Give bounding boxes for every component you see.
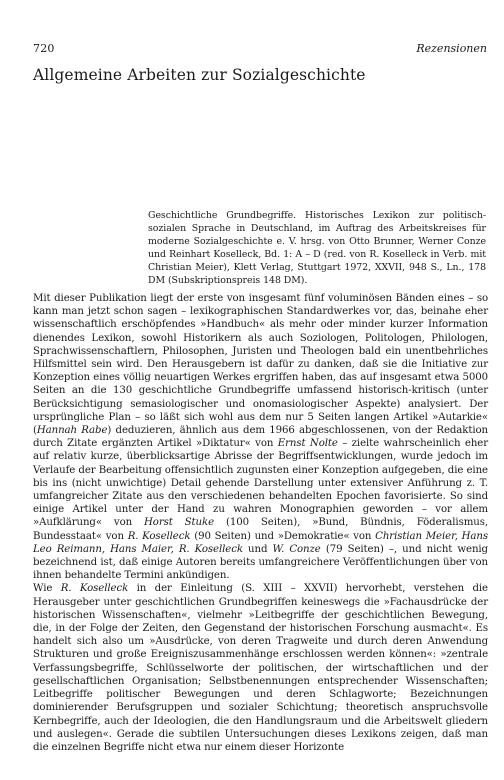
bibliographic-entry: Geschichtliche Grundbegriffe. Historisches Lexikon zur politisch-sozialen Sprache in Deutschland, im Auftrag des Arbeitskreises für moderne Sozialgeschichte e. V. hrsg. von Otto Brunner, Werner Conze und Reinhart Koselleck, Bd. 1: A – D (red. von R. Koselleck in Verb. mit Christian Meier), Klett Verlag, Stuttgart 1972, XXVII, 948 S., Ln., 178 DM (Subskriptionspreis 148 DM). <box>148 210 486 286</box>
paragraph-1 <box>33 292 488 582</box>
author-name: Christian Meier, Hans Leo Reimann, Hans Maier, R. Koselleck <box>33 530 488 555</box>
author-name: Ernst Nolte <box>277 438 338 450</box>
text-run: (100 Seiten), »Bund, Bündnis, Föderalismus, Bundesstaat« von <box>33 517 489 542</box>
text-run: ) deduzieren, ähnlich aus dem 1966 abgeschlossenen, von der Redaktion durch Zitate ergänzten Artikel »Diktatur« von <box>33 425 488 450</box>
author-name: Hannah Rabe <box>36 425 108 437</box>
text-run: und <box>242 543 273 555</box>
section-title: Allgemeine Arbeiten zur Sozialgeschichte <box>33 66 366 84</box>
author-name: Horst Stuke <box>144 517 215 529</box>
author-name: W. Conze <box>272 543 321 555</box>
text-run: Mit dieser Publikation liegt der erste von insgesamt fünf voluminösen Bänden eines – so kann man jetzt schon sagen – lexikographischen Standardwerkes vor, das, beinahe eher wissenschaftlich erschöpfendes »Handbuch« als mehr oder minder kurzer Information dienendes Lexikon, sowohl Historikern als auch Soziologen, Politologen, Philologen, Sprachwissenschaftlern, Philosophen, Juristen und Theologen bald ein unentbehrliches Hilfsmittel sein wird. Den Herausgebern ist dafür zu danken, daß sie die Initiative zur Konzeption eines völlig neuartigen Werkes ergriffen haben, das auf insgesamt etwa 5000 Seiten an die 130 geschichtliche Grundbegriffe umfassend historisch-kritisch (unter Berücksichtigung semasiologischer und onomasiologischer Aspekte) analysiert. Der ursprüngliche Plan – so läßt sich wohl aus dem nur 5 Seiten langen Artikel »Autarkie« ( <box>33 293 488 437</box>
page-number: 720 <box>33 42 55 55</box>
author-name: R. Koselleck <box>127 530 191 542</box>
text-run: Wie <box>33 583 61 595</box>
author-name: R. Koselleck <box>60 583 129 595</box>
text-run: in der Einleitung (S. XIII – XXVII) hervorhebt, verstehen die Herausgeber unter geschichtlichen Grundbegriffen keineswegs die »Fachausdrücke der historischen Wissenschaften«, vielmehr »Leitbegriffe der geschichtlichen Bewegung, die, in der Folge der Zeiten, den Gegenstand der historischen Forschung ausmacht«. Es handelt sich also um »Ausdrücke, von deren Tragweite und durch deren Anwendung Strukturen und große Ereigniszusammenhänge erschlossen werden können«: »zentrale Verfassungsbegriffe, Schlüsselworte der politischen, der wirtschaftlichen und der gesellschaftlichen Organisation; Selbstbenennungen entsprechender Wissenschaften; Leitbegriffe politischer Bewegungen und deren Schlagworte; Bezeichnungen dominierender Berufsgruppen und sozialer Schichtung; theoretisch anspruchsvolle Kernbegriffe, auch der Ideologien, die den Handlungsraum und die Arbeitswelt gliedern und auslegen«. Gerade die subtilen Untersuchungen dieses Lexikons zeigen, daß man die einzelnen Begriffe nicht etwa nur einem dieser Horizonte <box>33 583 488 753</box>
text-run: (90 Seiten) und »Demokratie« von <box>190 530 376 542</box>
paragraph-2 <box>33 582 488 754</box>
text-run: – zielte wahrscheinlich eher auf relativ kurze, überblicksartige Abrisse der Begriffsentwicklungen, wurde jedoch im Verlaufe der Bearbeitung offensichtlich zugunsten einer Konzeption aufgegeben, die eine bis ins (nicht unwichtige) Detail gehende Darstellung unter extensiver Anführung z. T. umfangreicher Zitate aus den verschiedenen behandelten Epochen favorisierte. So sind einige Artikel unter der Hand zu wahren Monographien geworden – vor allem »Aufklärung« von <box>33 438 488 529</box>
running-head: Rezensionen <box>416 42 487 55</box>
text-run: (79 Seiten) –, und nicht wenig bezeichnend ist, daß einige Autoren bereits umfangreichere Veröffentlichungen über von ihnen behandelte Termini ankündigen. <box>33 543 488 582</box>
review-body <box>33 292 488 754</box>
